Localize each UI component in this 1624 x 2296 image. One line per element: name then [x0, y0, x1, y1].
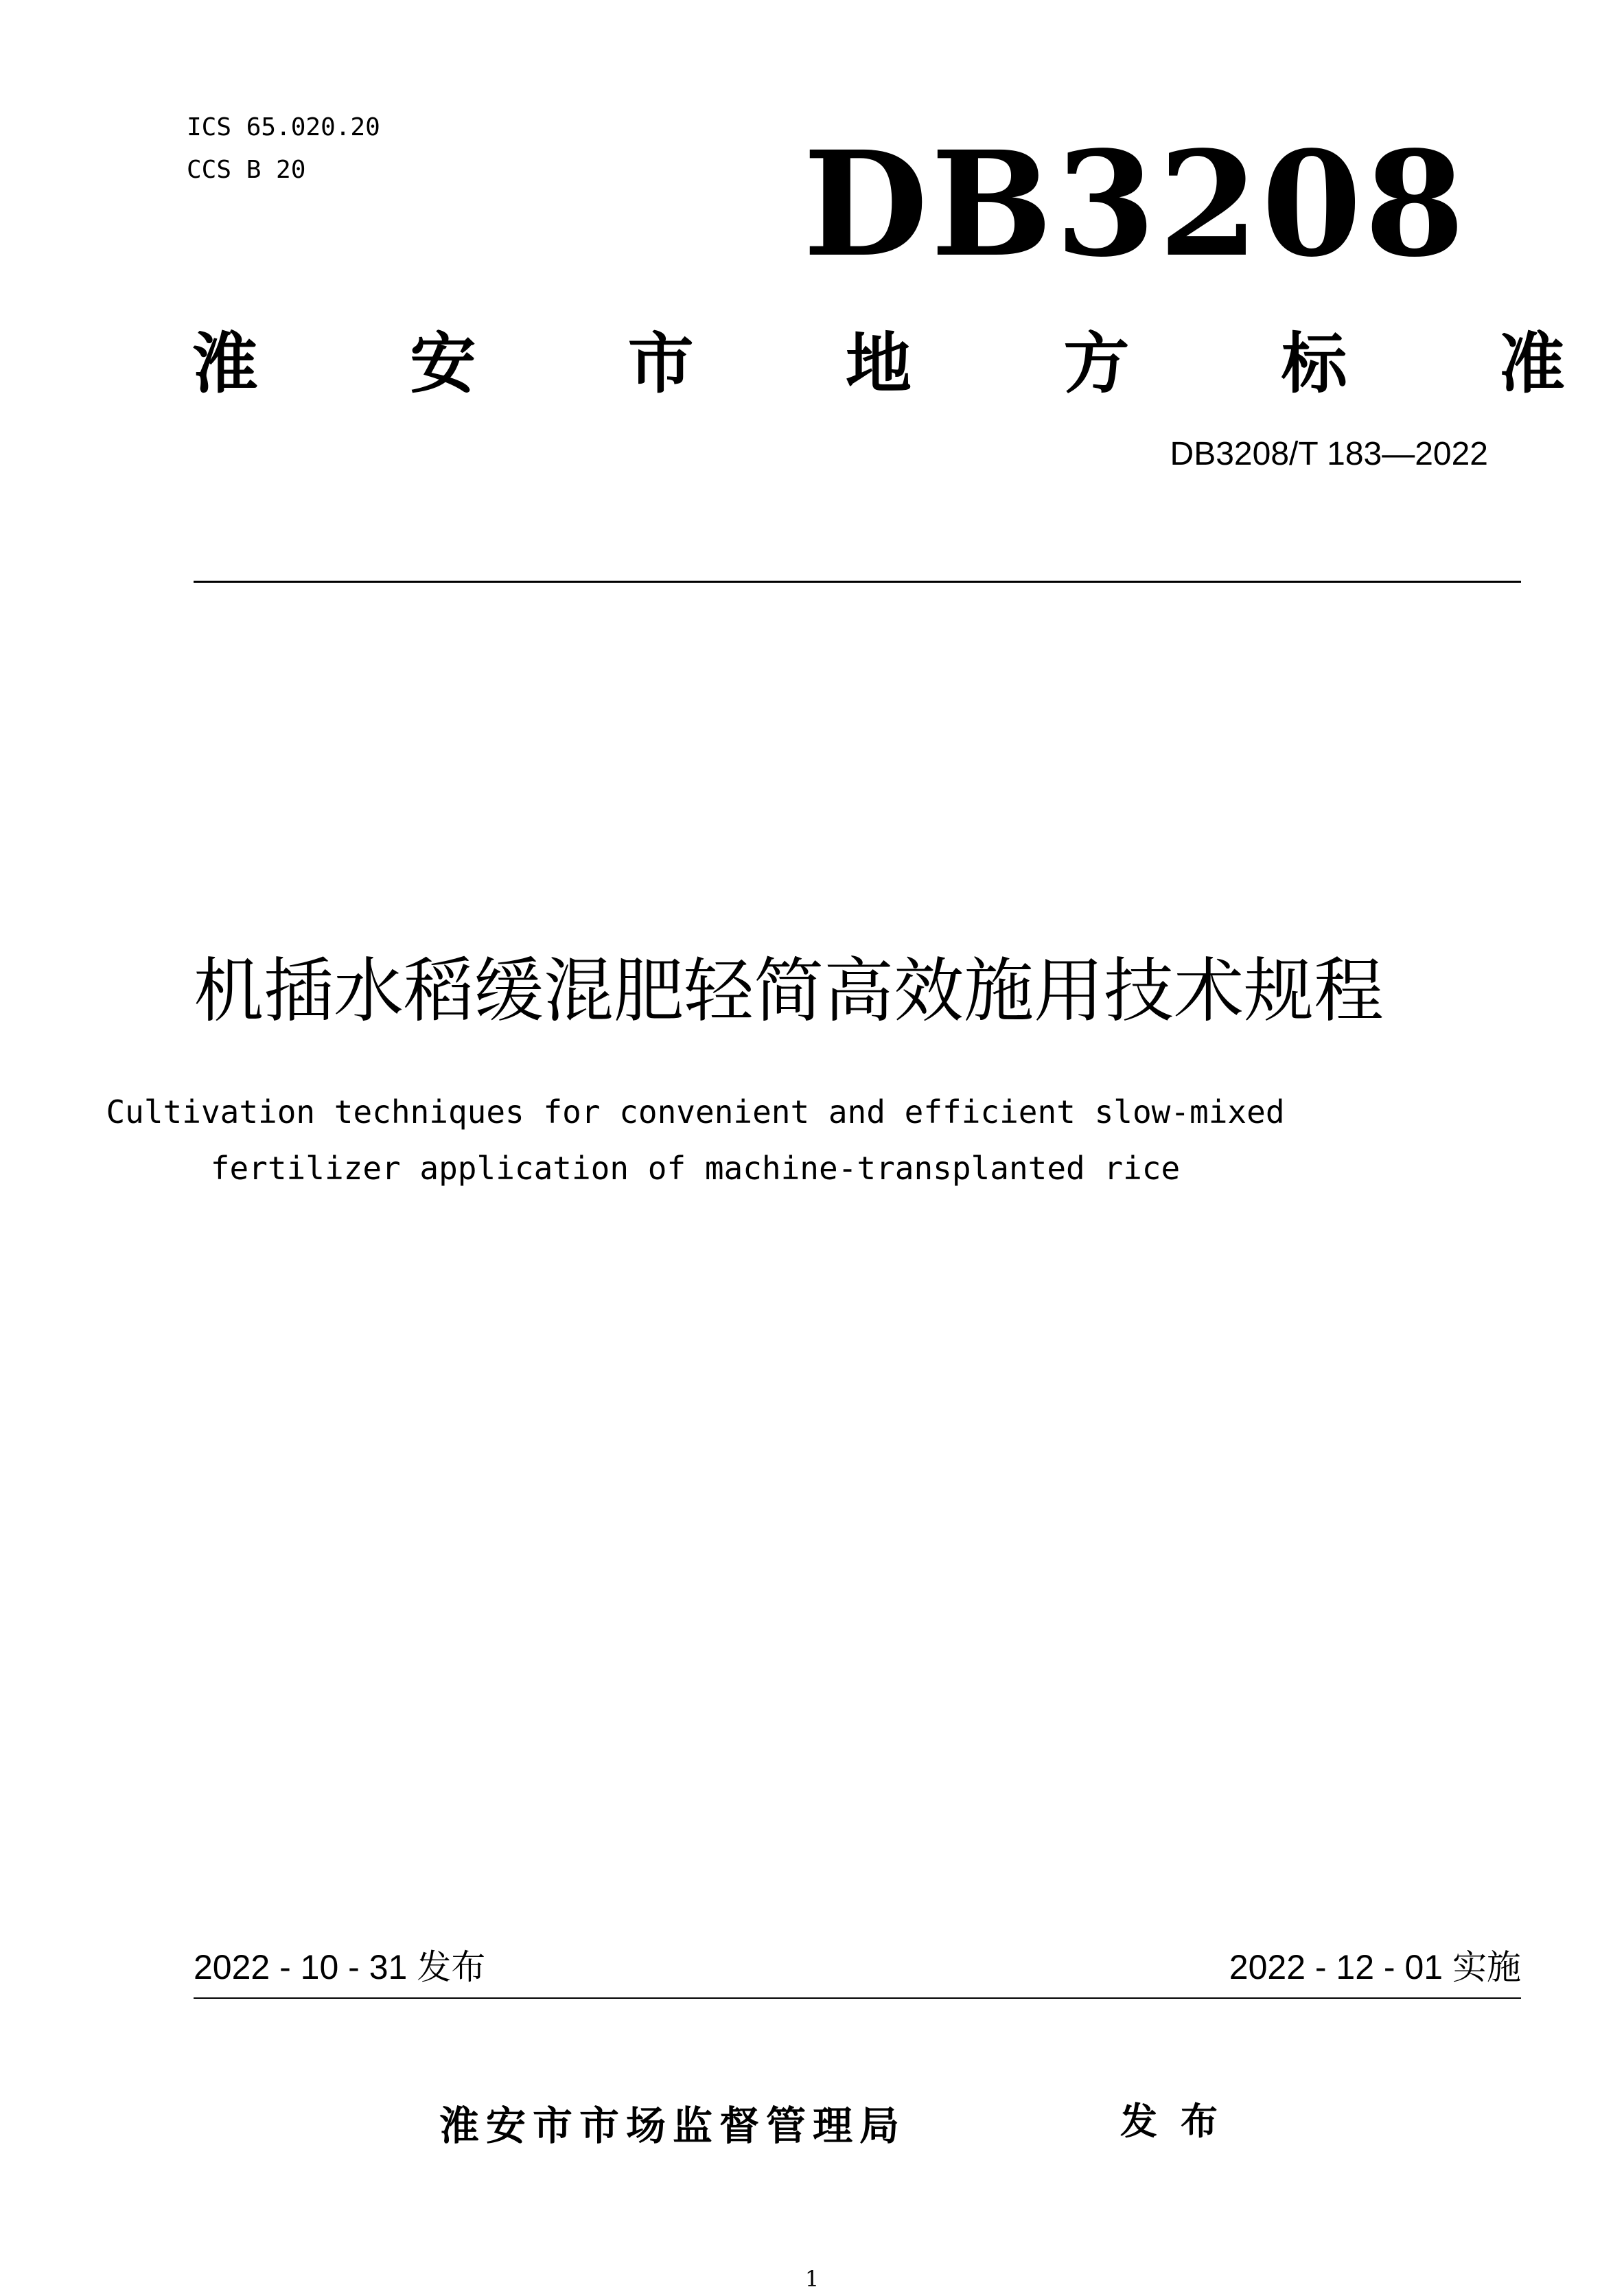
ccs-code: CCS B 20	[187, 156, 306, 184]
ics-code: ICS 65.020.20	[187, 113, 380, 141]
issuing-authority: 淮安市市场监督管理局	[439, 2102, 907, 2149]
standard-number: DB3208/T 183—2022	[1170, 436, 1488, 472]
standard-type-char: 安	[410, 325, 476, 402]
standard-type-char: 市	[627, 325, 694, 402]
standard-type-char: 方	[1063, 325, 1130, 402]
issue-date: 2022 - 10 - 31 发布	[194, 1948, 486, 1986]
standard-type-char: 淮	[192, 325, 258, 402]
standard-type-char: 标	[1281, 325, 1347, 402]
document-title-cn: 机插水稻缓混肥轻简高效施用技术规程	[194, 951, 1384, 1032]
standard-mark: DB3208	[802, 119, 1468, 289]
header-divider	[194, 581, 1521, 583]
date-divider	[194, 1997, 1521, 1999]
standard-type-char: 准	[1498, 325, 1565, 402]
standard-type-char: 地	[845, 325, 912, 402]
issue-label: 发布	[1120, 2100, 1241, 2143]
document-title-en-line2: fertilizer application of machine-transplanted rice	[210, 1150, 1181, 1187]
page-number: 1	[804, 2266, 820, 2292]
implementation-date: 2022 - 12 - 01 实施	[1229, 1948, 1521, 1986]
standard-type-heading	[192, 323, 1565, 405]
document-title-en-line1: Cultivation techniques for convenient and efficient slow-mixed	[106, 1093, 1285, 1130]
